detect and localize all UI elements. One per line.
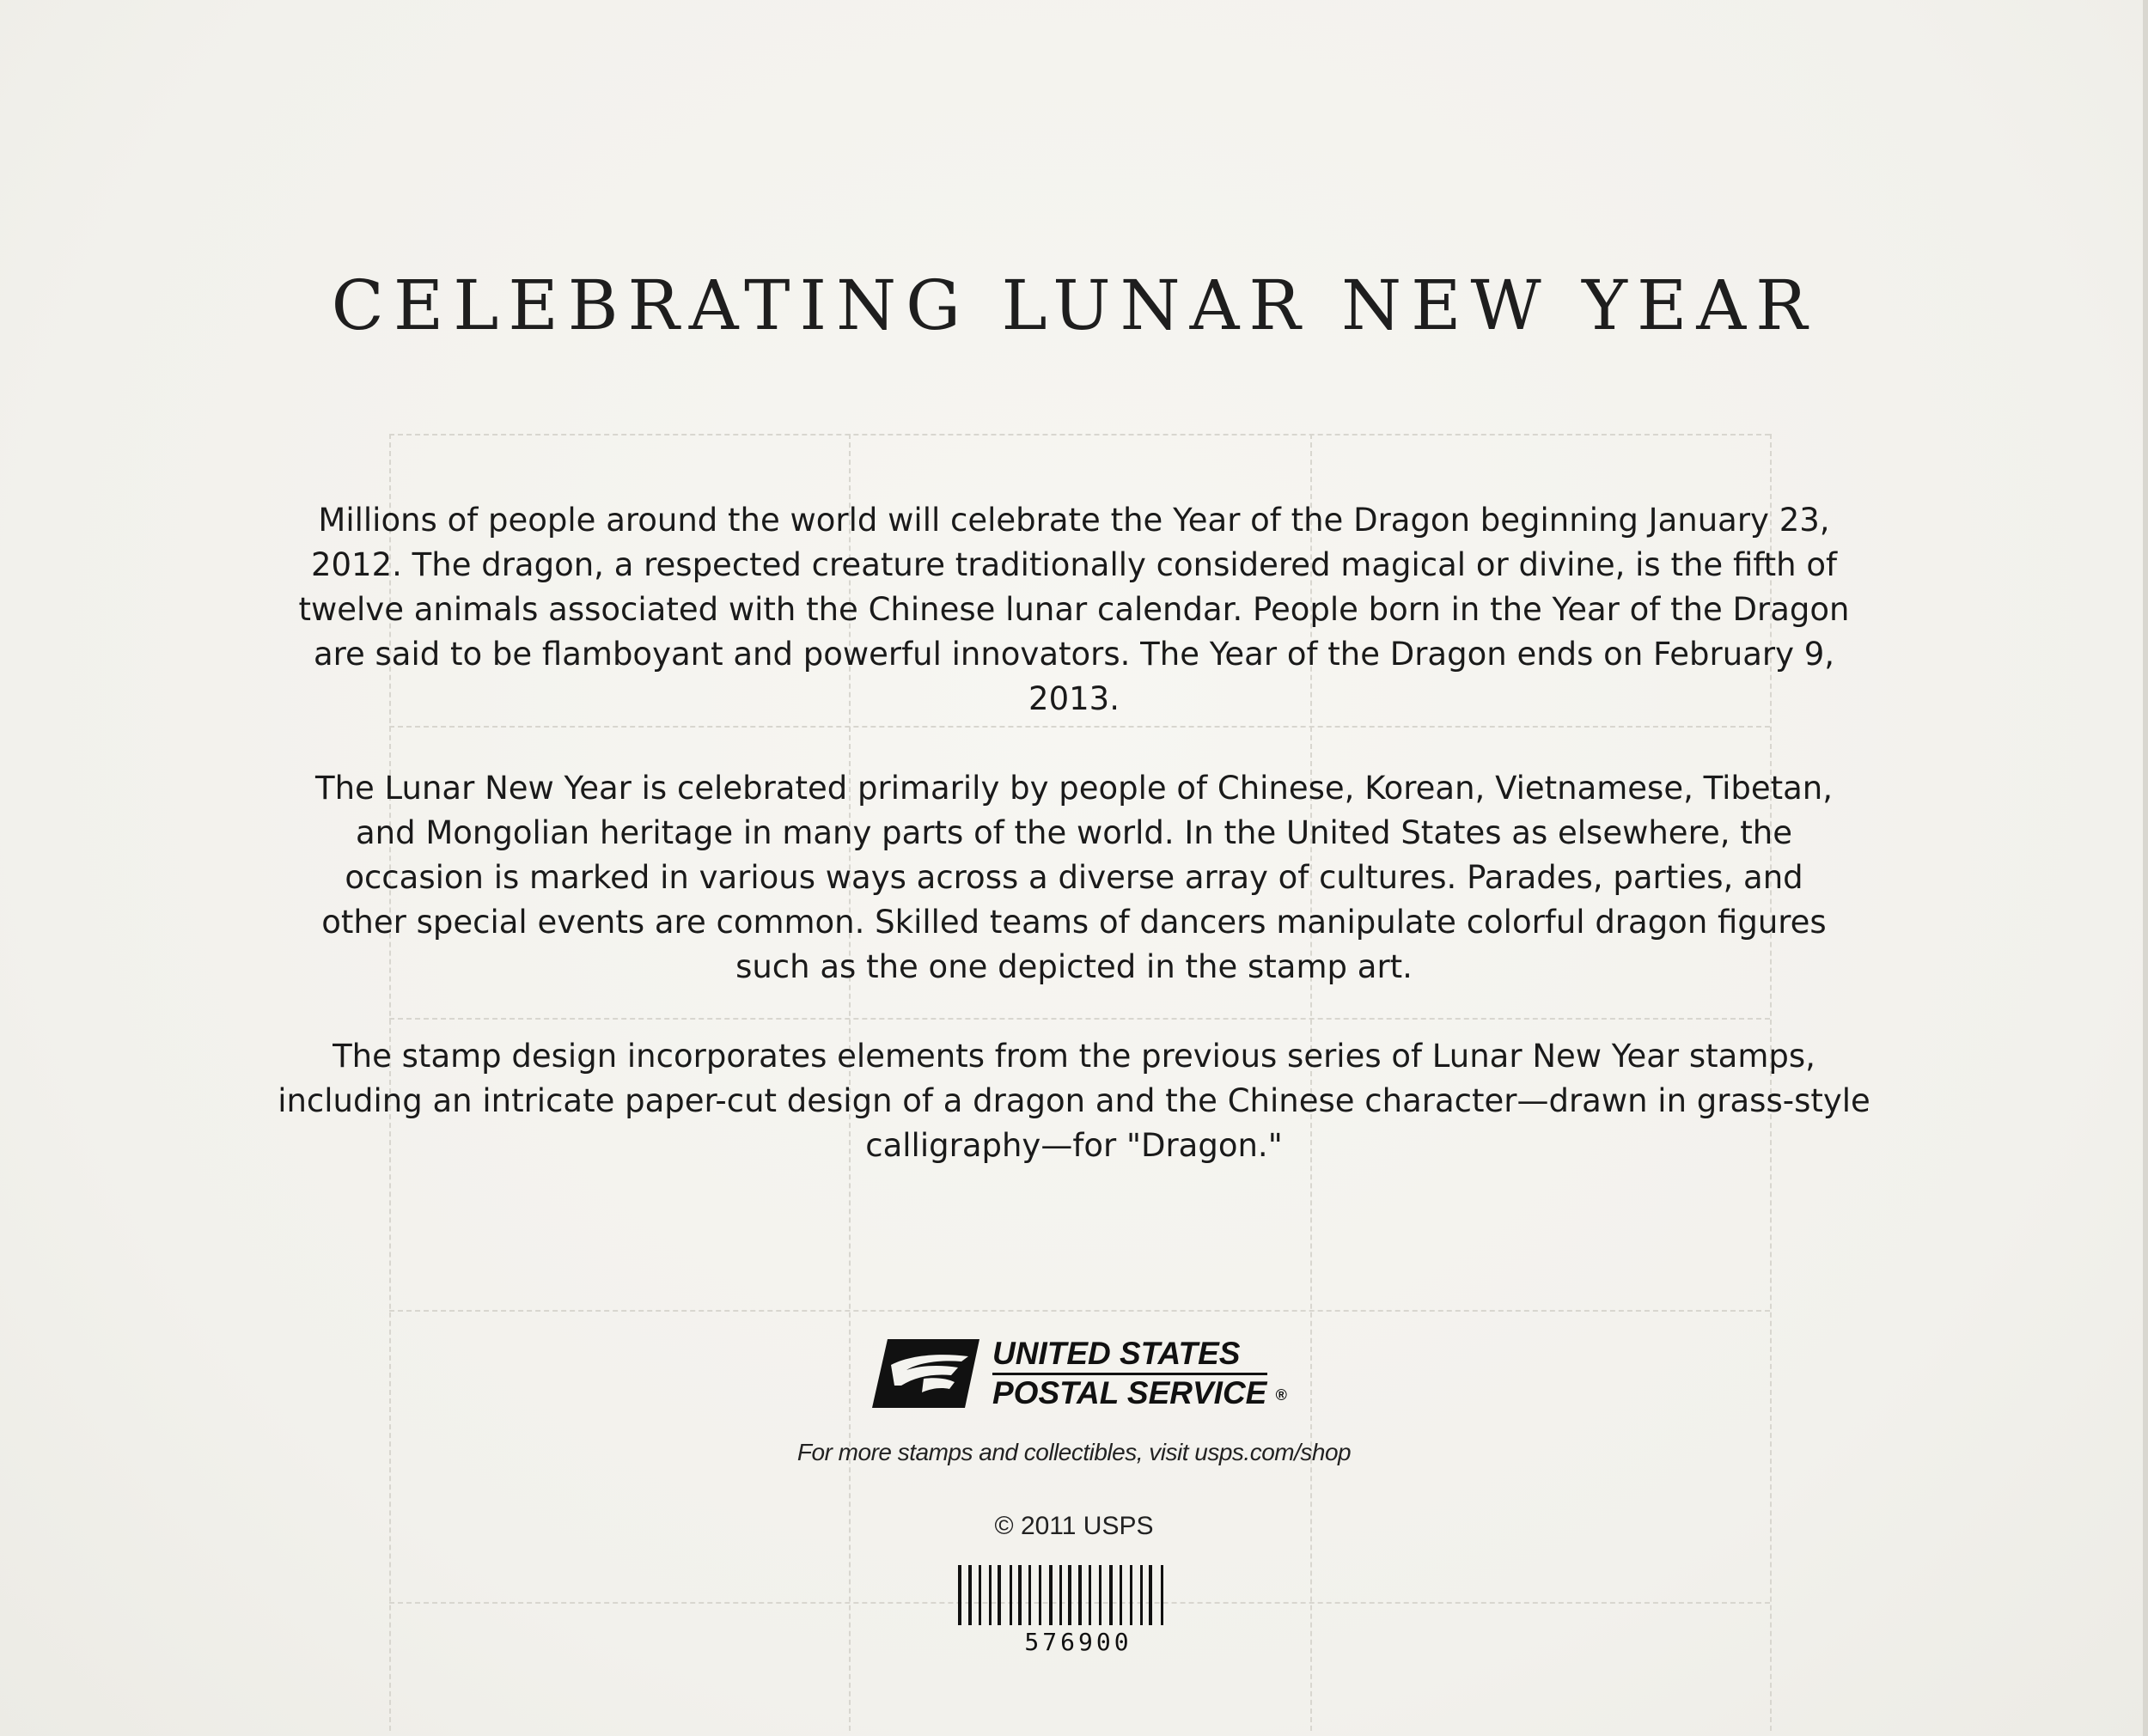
barcode-bar <box>968 1565 972 1625</box>
logo-postal-service-text: POSTAL SERVICE <box>992 1375 1267 1410</box>
barcode-bar <box>1018 1565 1022 1625</box>
copyright-notice: © 2011 USPS <box>994 1512 1154 1540</box>
barcode-bar <box>1161 1565 1163 1625</box>
barcode-bar <box>989 1565 992 1625</box>
barcode-bar <box>1099 1565 1101 1625</box>
usps-wordmark <box>992 1336 1287 1413</box>
registered-mark: ® <box>1275 1386 1287 1404</box>
barcode-bar <box>1028 1565 1031 1625</box>
body-text <box>258 498 1890 1213</box>
barcode-bar <box>1149 1565 1152 1625</box>
barcode-number: 576900 <box>1024 1628 1132 1656</box>
perforation-line <box>389 434 1770 436</box>
visit-website-text: For more stamps and collectibles, visit usps.com/shop <box>796 1439 1352 1465</box>
logo-line-postal-service <box>992 1375 1287 1413</box>
paragraph-lunar-new-year: The Lunar New Year is celebrated primarily by people of Chinese, Korean, Vietnamese, Tibetan, and Mongolian heritage in many parts of the world. In the United States as elsewhere, the occasion is marked in various ways across a diverse array of cultures. Parades, parties, and other special events are common. Skilled teams of dancers manipulate colorful dragon figures such as the one depicted in the stamp art. <box>314 770 1833 985</box>
barcode <box>958 1565 1199 1625</box>
barcode-bar <box>1140 1565 1143 1625</box>
sheet-edge <box>2143 0 2148 1736</box>
barcode-bar <box>1109 1565 1113 1625</box>
barcode-bar <box>1039 1565 1041 1625</box>
barcode-bar <box>979 1565 981 1625</box>
page-title: CELEBRATING LUNAR NEW YEAR <box>331 265 1817 345</box>
barcode-bar <box>1078 1565 1082 1625</box>
barcode-bar <box>1130 1565 1132 1625</box>
barcode-bar <box>1120 1565 1122 1625</box>
barcode-bar <box>998 1565 1001 1625</box>
barcode-bar <box>1089 1565 1091 1625</box>
barcode-bar <box>1068 1565 1071 1625</box>
barcode-bar <box>1049 1565 1053 1625</box>
barcode-bar <box>1010 1565 1012 1625</box>
barcode-bar <box>958 1565 961 1625</box>
paragraph-dragon-year: Millions of people around the world will celebrate the Year of the Dragon beginning January 23, 2012. The dragon, a respected creature traditionally considered magical or divine, is the fifth of twelve animals associated with the Chinese lunar calendar. People born in the Year of the Dragon are said to be flamboyant and powerful innovators. The Year of the Dragon ends on February 9, 2013. <box>298 502 1850 717</box>
logo-line-united-states: UNITED STATES <box>992 1336 1267 1375</box>
eagle-icon <box>872 1339 979 1408</box>
barcode-bar <box>1059 1565 1062 1625</box>
perforation-line <box>389 1310 1770 1312</box>
paragraph-stamp-design: The stamp design incorporates elements from the previous series of Lunar New Year stamps, including an intricate paper-cut design of a dragon and the Chinese character—drawn in grass-style calligraphy—for "Dragon." <box>278 1038 1870 1164</box>
usps-logo <box>872 1336 1293 1413</box>
